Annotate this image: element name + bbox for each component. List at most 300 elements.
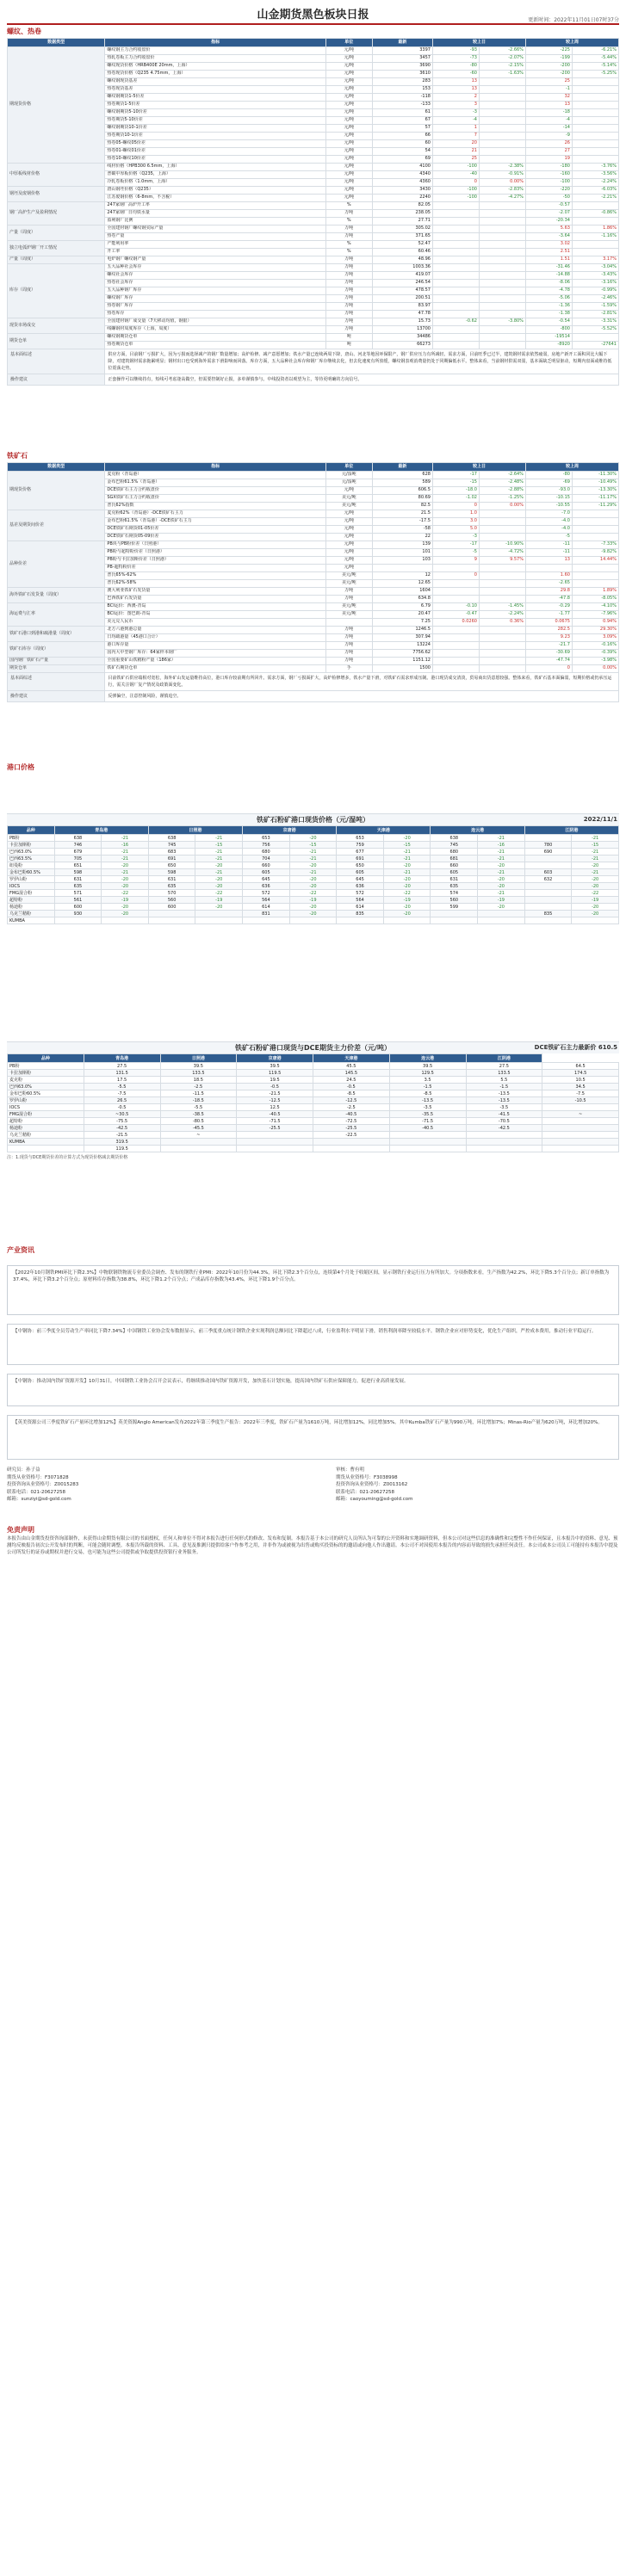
steel-cell: 0 [432, 179, 479, 187]
steel-cell [572, 78, 618, 86]
basis-row [8, 1111, 619, 1118]
port-cell: 598 [54, 869, 102, 876]
steel-cell: -93 [432, 47, 479, 55]
port-cell: 745 [431, 842, 478, 849]
ore-cell: 普氏62%指数 [105, 503, 325, 510]
ore-category: 基差及期货间价差 [8, 510, 105, 541]
basis-header-cell: 品种 [8, 1054, 84, 1063]
steel-cell: 4360 [372, 179, 432, 187]
steel-cell: 万吨 [325, 256, 372, 264]
report-title: 山金期货黑色板块日报 [257, 9, 369, 22]
steel-cell: 热卷钢厂库存 [105, 303, 325, 311]
steel-cell: 热卷期货仓单 [105, 342, 325, 349]
steel-cell [479, 218, 525, 225]
port-cell: 680 [243, 849, 290, 856]
basis-cell: -40.5 [313, 1111, 390, 1118]
port-cell: FMG混合粉 [8, 890, 55, 897]
steel-cell [572, 102, 618, 109]
ore-cell: 元/吨 [325, 541, 372, 549]
port-cell: 756 [243, 842, 290, 849]
ore-cell: 元/湿吨 [325, 479, 372, 487]
steel-cell: -3.56% [572, 171, 618, 179]
port-cell: 560 [431, 897, 478, 904]
port-cell: 831 [243, 911, 290, 917]
port-cell [54, 917, 102, 924]
port-cell: -20 [383, 862, 431, 869]
steel-table-header [8, 39, 619, 47]
port-cell: 691 [148, 856, 195, 862]
steel-cell: -3.43% [572, 272, 618, 280]
basis-cell [313, 1139, 390, 1146]
ore-cell: 6.79 [372, 603, 432, 611]
basis-cell: -13.5 [389, 1097, 466, 1104]
ore-cell: -0.47 [432, 611, 479, 619]
ore-cell: -0.39% [572, 650, 618, 658]
steel-cell: 1.51 [525, 256, 572, 264]
ore-cell: -7.96% [572, 611, 618, 619]
port-cell: 杨迪粉 [8, 904, 55, 911]
port-cell: -20 [572, 904, 619, 911]
steel-cell: 13 [525, 102, 572, 109]
ore-header-cell: 最新 [372, 463, 432, 472]
steel-category: 期货仓单 [8, 334, 105, 349]
steel-cell: 2240 [372, 195, 432, 202]
ore-section-title: 铁矿石 [7, 452, 28, 460]
port-cell: 600 [148, 904, 195, 911]
port-cell: 635 [54, 883, 102, 890]
port-cell: -22 [383, 890, 431, 897]
steel-cell: % [325, 202, 372, 210]
basis-cell: -12.5 [237, 1097, 313, 1104]
news-item-2: 【中钢协：前三季度全员劳动生产率同比下降7.34%】中国钢铁工业协会发布数据显示，前三季度重点统计钢铁企业实现利润总额同比下降超过八成，行业盈利水平明显下滑，销售利润率降至较低水平。钢铁企业应对形势变化，优化生产组织，严控成本费用，推动行业平稳运行。 [7, 1324, 619, 1365]
port-cell: -22 [195, 890, 243, 897]
steel-table [7, 38, 619, 386]
ore-cell: 0.0675 [525, 619, 572, 627]
port-basis-table [7, 1053, 619, 1152]
ore-cell: -1.02 [432, 495, 479, 503]
steel-category: 期现货价格 [8, 47, 105, 164]
port-cell: -20 [478, 862, 525, 869]
reviewer-license: 期货从业资格号：F3038998 [336, 1474, 398, 1480]
steel-cell: -2.81% [572, 311, 618, 318]
basis-cell: -18.5 [160, 1097, 237, 1104]
steel-cell: 83.97 [372, 303, 432, 311]
steel-cell: 万吨 [325, 318, 372, 326]
analyst-email: 邮箱：sunziyi@sd-gold.com [7, 1497, 71, 1502]
steel-header-cell: 指标 [105, 39, 325, 47]
steel-cell: 1 [432, 125, 479, 133]
basis-cell: 131.5 [84, 1070, 160, 1077]
steel-cell: -80 [432, 63, 479, 71]
ore-cell: -11 [525, 549, 572, 557]
steel-basic-text: 供应方面，目前钢厂亏损扩大，因为亏损而选择减产的钢厂数量增加；高炉检修、减产意愿增加；铁水产量已连续两周下降，唐山、河北等地因环保限产，钢厂供应压力有所减轻。需求方面，目前旺季已过半，建筑钢材需求依然疲弱，房地产新开工面积同比大幅下降，对建筑钢材需求拖累明显；钢材出口也受到海外需求下滑影响而回落。库存方面，五大品种社会库存和钢厂库存继续去化，但去化速度有所放缓，螺纹钢表观消费量仍处于同期偏低水平。整体来看，当前钢材供需双弱，基本面缺乏明显驱动，短期内盘面或维持低位震荡走势。 [105, 349, 619, 374]
ore-cell: 麦克粉62%（青岛港）-DCE铁矿石主力 [105, 510, 325, 518]
port-cell: -21 [195, 849, 243, 856]
basis-cell: -41.5 [466, 1111, 542, 1118]
basis-cell [8, 1146, 84, 1152]
port-cell: -20 [102, 862, 149, 869]
steel-row [8, 334, 619, 342]
steel-cell: 元/吨 [325, 47, 372, 55]
ore-cell: BCI运价：图巴朗-青岛 [105, 611, 325, 619]
ore-cell: 9.23 [525, 634, 572, 642]
analyst-left [7, 1467, 265, 1504]
port-cell: 660 [431, 862, 478, 869]
basis-cell: -7.5 [84, 1090, 160, 1097]
steel-cell: 线螺钢材周度库存（上海，周度） [105, 326, 325, 334]
basis-cell: 39.5 [160, 1063, 237, 1070]
basis-cell: -2.5 [313, 1104, 390, 1111]
ore-cell: 日均疏港量（45港口合计） [105, 634, 325, 642]
dce-latest [535, 1042, 617, 1053]
port-cell: -20 [195, 876, 243, 883]
port-cell: 680 [431, 849, 478, 856]
port-basis-title [7, 1041, 619, 1053]
ore-cell: 普氏62%-58% [105, 580, 325, 588]
steel-cell: 元/吨 [325, 94, 372, 102]
steel-cell [432, 280, 479, 287]
basis-cell: -42.5 [84, 1125, 160, 1132]
ore-cell: -11.29% [572, 503, 618, 510]
port-basis-block [7, 1041, 619, 1241]
steel-cell: -3.31% [572, 318, 618, 326]
steel-cell [572, 148, 618, 156]
port-cell: -21 [383, 856, 431, 862]
steel-cell: -20.34 [525, 218, 572, 225]
steel-cell: -5.14% [572, 63, 618, 71]
ore-cell [432, 658, 479, 665]
steel-cell: 0.00% [479, 179, 525, 187]
ore-cell [479, 665, 525, 673]
steel-category: 钢坯及废钢价格 [8, 187, 105, 202]
port-row [8, 869, 619, 876]
ore-cell: 手 [325, 665, 372, 673]
steel-cell: -50 [525, 195, 572, 202]
basis-cell: IOCS [8, 1104, 84, 1111]
steel-cell: 54 [372, 148, 432, 156]
steel-cell: 吨 [325, 334, 372, 342]
steel-cell: 万吨 [325, 264, 372, 272]
steel-advice-text: 正套操作可以继续持有，短线可考虑逢高做空，但需要控制好止损，多单谨慎参与。中线投资者以观望为主，等待更明确的方向信号。 [105, 374, 619, 386]
ore-cell: -4.0 [525, 526, 572, 534]
basis-cell: -75.5 [84, 1118, 160, 1125]
ore-table [7, 462, 619, 702]
basis-cell: 19.5 [237, 1077, 313, 1084]
ore-table-header [8, 463, 619, 472]
steel-cell: 万吨 [325, 303, 372, 311]
steel-row [8, 318, 619, 326]
steel-cell: 万吨 [325, 272, 372, 280]
basis-cell: 10.5 [542, 1077, 619, 1084]
port-cell: 纽曼粉 [8, 862, 55, 869]
ore-cell: 万吨 [325, 634, 372, 642]
port-section-title: 港口价格 [7, 763, 34, 771]
steel-cell: -2.24% [572, 179, 618, 187]
ore-cell: 14.44% [572, 557, 618, 565]
steel-cell: -3.76% [572, 164, 618, 171]
basis-cell: -25.5 [237, 1125, 313, 1132]
steel-cell: 万吨 [325, 280, 372, 287]
ore-cell: -13.30% [572, 487, 618, 495]
port-cell: -21 [195, 835, 243, 842]
steel-cell: 五大品种钢厂库存 [105, 287, 325, 295]
basis-cell: 26.5 [84, 1097, 160, 1104]
steel-cell: 20 [432, 140, 479, 148]
ore-cell: 101 [372, 549, 432, 557]
basis-cell [466, 1132, 542, 1139]
basis-cell: -42.5 [466, 1125, 542, 1132]
steel-cell: 全国建材钢厂成交量（7天移动均值，钢银） [105, 318, 325, 326]
steel-cell [479, 264, 525, 272]
ore-cell: 美元/吨 [325, 495, 372, 503]
steel-cell: -5.52% [572, 326, 618, 334]
port-cell: -22 [102, 890, 149, 897]
ore-cell: 元/吨 [325, 526, 372, 534]
disclaimer-text: 本报告由山金期货投资咨询部制作，未获得山金期货有限公司的书面授权，任何人和单位不得对本报告进行任何形式的修改、发布和复制。本报告基于本公司的研究人员所认为可靠的公开资料和实地调研资料，但本公司对这些信息的准确性和完整性不作任何保证，且本报告中的资料、意见、预测均反映报告初次公开发布时的判断，可能会随时调整。本报告所载的资料、工具、意见及推测只提供给客户作参考之用，并非作为或被视为出售或购买投资标的的邀请或向他人作出邀请。本公司不对因使用本报告的内容而导致的损失承担任何责任。本公司或本公司员工可能持有本报告中提及公司所发行的证券或期权并进行交易，也可能为这些公司提供或争取提供投资银行业务服务。 [7, 1536, 618, 1555]
port-cell: -20 [289, 883, 337, 890]
ore-cell: 7756.62 [372, 650, 432, 658]
steel-cell: -6.03% [572, 187, 618, 195]
port-cell [524, 917, 572, 924]
ore-cell [479, 526, 525, 534]
news-section-title: 产业资讯 [7, 1246, 34, 1254]
ore-cell: -17 [432, 541, 479, 549]
reviewer-name: 审核：曹有明 [336, 1467, 365, 1473]
port-cell: KUMBA [8, 917, 55, 924]
steel-cell: 27 [525, 148, 572, 156]
steel-cell: -4.78 [525, 287, 572, 295]
port-basis-header [8, 1054, 619, 1063]
ore-cell: 万吨 [325, 627, 372, 634]
steel-category: 独立电弧炉钢厂开工情况 [8, 241, 105, 256]
basis-cell: 145.5 [313, 1070, 390, 1077]
steel-cell: -100 [432, 195, 479, 202]
basis-cell: ~30.5 [84, 1111, 160, 1118]
port-row [8, 890, 619, 897]
steel-cell: 全国建材钢厂螺纹钢实际产量 [105, 225, 325, 233]
steel-cell [479, 133, 525, 140]
steel-cell [432, 342, 479, 349]
basis-cell [542, 1118, 619, 1125]
steel-row [8, 164, 619, 171]
ore-cell: 元/吨 [325, 534, 372, 541]
port-row [8, 862, 619, 869]
steel-cell: -6.21% [572, 47, 618, 55]
port-cell: 635 [431, 883, 478, 890]
basis-cell: -35.5 [389, 1111, 466, 1118]
steel-cell: 螺纹钢期货仓单 [105, 334, 325, 342]
steel-cell: 60 [372, 140, 432, 148]
port-cell: 746 [54, 842, 102, 849]
port-cell: 835 [524, 911, 572, 917]
port-row [8, 904, 619, 911]
port-cell: -19 [102, 897, 149, 904]
basis-cell: 319.5 [84, 1139, 160, 1146]
port-cell: -21 [383, 869, 431, 876]
steel-cell: 螺纹钢厂库存 [105, 295, 325, 303]
steel-cell: 371.65 [372, 233, 432, 241]
steel-cell: -200 [525, 63, 572, 71]
port-cell [572, 917, 619, 924]
ore-cell: -47.74 [525, 658, 572, 665]
steel-header-cell: 单位 [325, 39, 372, 47]
reviewer-email: 邮箱：caoyouming@sd-gold.com [336, 1497, 413, 1502]
steel-cell [572, 202, 618, 210]
ore-cell: 铁矿石期货仓单 [105, 665, 325, 673]
ore-cell: -3 [432, 534, 479, 541]
port-cell: -21 [572, 835, 619, 842]
port-cell: 650 [337, 862, 384, 869]
ore-cell: 0 [432, 572, 479, 580]
ore-cell: -47.8 [525, 596, 572, 603]
ore-basic-row [8, 673, 619, 691]
port-row [8, 842, 619, 849]
ore-cell: -69 [525, 479, 572, 487]
steel-cell: -0.99% [572, 287, 618, 295]
steel-cell: 螺纹钢主力合约收盘价 [105, 47, 325, 55]
steel-cell: 万吨 [325, 295, 372, 303]
ore-cell: -1.45% [479, 603, 525, 611]
ore-cell [372, 565, 432, 572]
steel-cell: 冷轧卷板价格（1.0mm，上海） [105, 179, 325, 187]
port-cell: -21 [195, 869, 243, 876]
basis-row [8, 1104, 619, 1111]
basis-cell: -2.5 [160, 1084, 237, 1090]
port-cell: 651 [54, 862, 102, 869]
basis-cell: -13.5 [466, 1090, 542, 1097]
steel-cell: 线材价格（HPB300 6.5mm，上海） [105, 164, 325, 171]
steel-cell [572, 86, 618, 94]
steel-cell: -1.63% [479, 71, 525, 78]
port-cell: -22 [572, 890, 619, 897]
basis-cell: -8.5 [313, 1090, 390, 1097]
steel-cell: 47.78 [372, 311, 432, 318]
update-time: 更新时间：2022年11月01日07时37分 [528, 17, 619, 23]
ore-cell: -2.64% [479, 472, 525, 479]
ore-cell: 1500 [372, 665, 432, 673]
port-cell [524, 835, 572, 842]
port-cell: 704 [243, 856, 290, 862]
port-cell: 638 [54, 835, 102, 842]
ore-cell: 82.5 [372, 503, 432, 510]
steel-cell: 419.07 [372, 272, 432, 280]
port-cell: -19 [195, 897, 243, 904]
port-cell: 645 [337, 876, 384, 883]
ore-cell: -10.55 [525, 503, 572, 510]
port-cell: -19 [383, 897, 431, 904]
port-cell [148, 917, 195, 924]
steel-cell: 32 [525, 94, 572, 102]
ore-cell: -5 [525, 534, 572, 541]
steel-cell: -2.46% [572, 295, 618, 303]
port-cell: 780 [524, 842, 572, 849]
steel-cell: -8920 [525, 342, 572, 349]
steel-cell: 52.47 [372, 241, 432, 249]
port-cell: 930 [54, 911, 102, 917]
steel-cell [479, 117, 525, 125]
basis-cell: 64.5 [542, 1063, 619, 1070]
ore-cell: -17.5 [372, 518, 432, 526]
ore-cell: 元/吨 [325, 565, 372, 572]
steel-cell: 48.96 [372, 256, 432, 264]
steel-cell [432, 225, 479, 233]
port-cell: -20 [383, 876, 431, 883]
steel-cell: 1.86% [572, 225, 618, 233]
steel-cell [432, 249, 479, 256]
ore-row [8, 627, 619, 634]
steel-cell [479, 256, 525, 264]
port-row [8, 897, 619, 904]
ore-cell: 139 [372, 541, 432, 549]
port-cell: 603 [524, 869, 572, 876]
steel-cell: -3.04% [572, 264, 618, 272]
port-cell: -19 [289, 897, 337, 904]
ore-cell: 万吨 [325, 642, 372, 650]
ore-category: 海外铁矿石发货量（周度） [8, 588, 105, 603]
ore-cell: 万吨 [325, 596, 372, 603]
port-cell: 564 [337, 897, 384, 904]
news-item-1: 【2022年10月钢铁PMI环比下降2.3%】中物联钢铁物流专业委员会调查、发布的钢铁行业PMI：2022年10月份为44.3%，环比下降2.3个百分点，连续第4个月处于收缩区间，显示钢铁行业运行压力有所加大。分项指数来看，生产指数为42.2%，环比下降5.3个百分点；新订单指数为37.4%，环比下降3.2个百分点；原材料库存指数为38.8%，环比下降1.2个百分点；产成品库存指数为43.4%，环比下降1.9个百分点。 [7, 1265, 619, 1315]
port-cell: 645 [243, 876, 290, 883]
port-cell: 683 [148, 849, 195, 856]
ore-row [8, 510, 619, 518]
port-row [8, 911, 619, 917]
ore-cell: 0 [525, 665, 572, 673]
ore-cell: -93.0 [525, 487, 572, 495]
port-cell: IOCS [8, 883, 55, 890]
analyst-license: 期货从业资格号：F3071828 [7, 1474, 69, 1480]
ore-header-cell: 指标 [105, 463, 325, 472]
port-cell [383, 917, 431, 924]
steel-cell: 200.51 [372, 295, 432, 303]
steel-cell: 五大品种社会库存 [105, 264, 325, 272]
ore-cell [432, 650, 479, 658]
steel-row [8, 264, 619, 272]
port-header-cell: 青岛港 [54, 826, 148, 835]
ore-cell [432, 627, 479, 634]
steel-cell: % [325, 249, 372, 256]
steel-cell: 69 [372, 156, 432, 164]
steel-cell: 247家钢厂高炉开工率 [105, 202, 325, 210]
ore-cell: 307.94 [372, 634, 432, 642]
basis-cell: -22.5 [313, 1132, 390, 1139]
ore-header-cell: 较上日 [432, 463, 525, 472]
steel-cell [479, 287, 525, 295]
ore-cell: 12 [372, 572, 432, 580]
ore-cell: -3.98% [572, 658, 618, 665]
port-cell: -20 [102, 883, 149, 890]
basis-cell: 金布巴粉60.5% [8, 1090, 84, 1097]
ore-cell [479, 658, 525, 665]
basis-cell: 45.5 [313, 1063, 390, 1070]
ore-cell: 0.0260 [432, 619, 479, 627]
steel-cell [479, 156, 525, 164]
steel-cell: 3610 [372, 71, 432, 78]
port-price-header [8, 826, 619, 835]
port-cell [524, 904, 572, 911]
steel-cell [479, 202, 525, 210]
steel-cell: -133 [372, 102, 432, 109]
port-cell: -20 [383, 883, 431, 890]
steel-cell [432, 311, 479, 318]
basis-row [8, 1077, 619, 1084]
basis-cell: -1.5 [389, 1084, 466, 1090]
steel-cell: -4 [525, 117, 572, 125]
port-row [8, 876, 619, 883]
basis-header-cell: 日照港 [160, 1054, 237, 1063]
reviewer-tel: 联系电话：021-20627258 [336, 1489, 394, 1495]
port-header-cell: 日照港 [148, 826, 242, 835]
